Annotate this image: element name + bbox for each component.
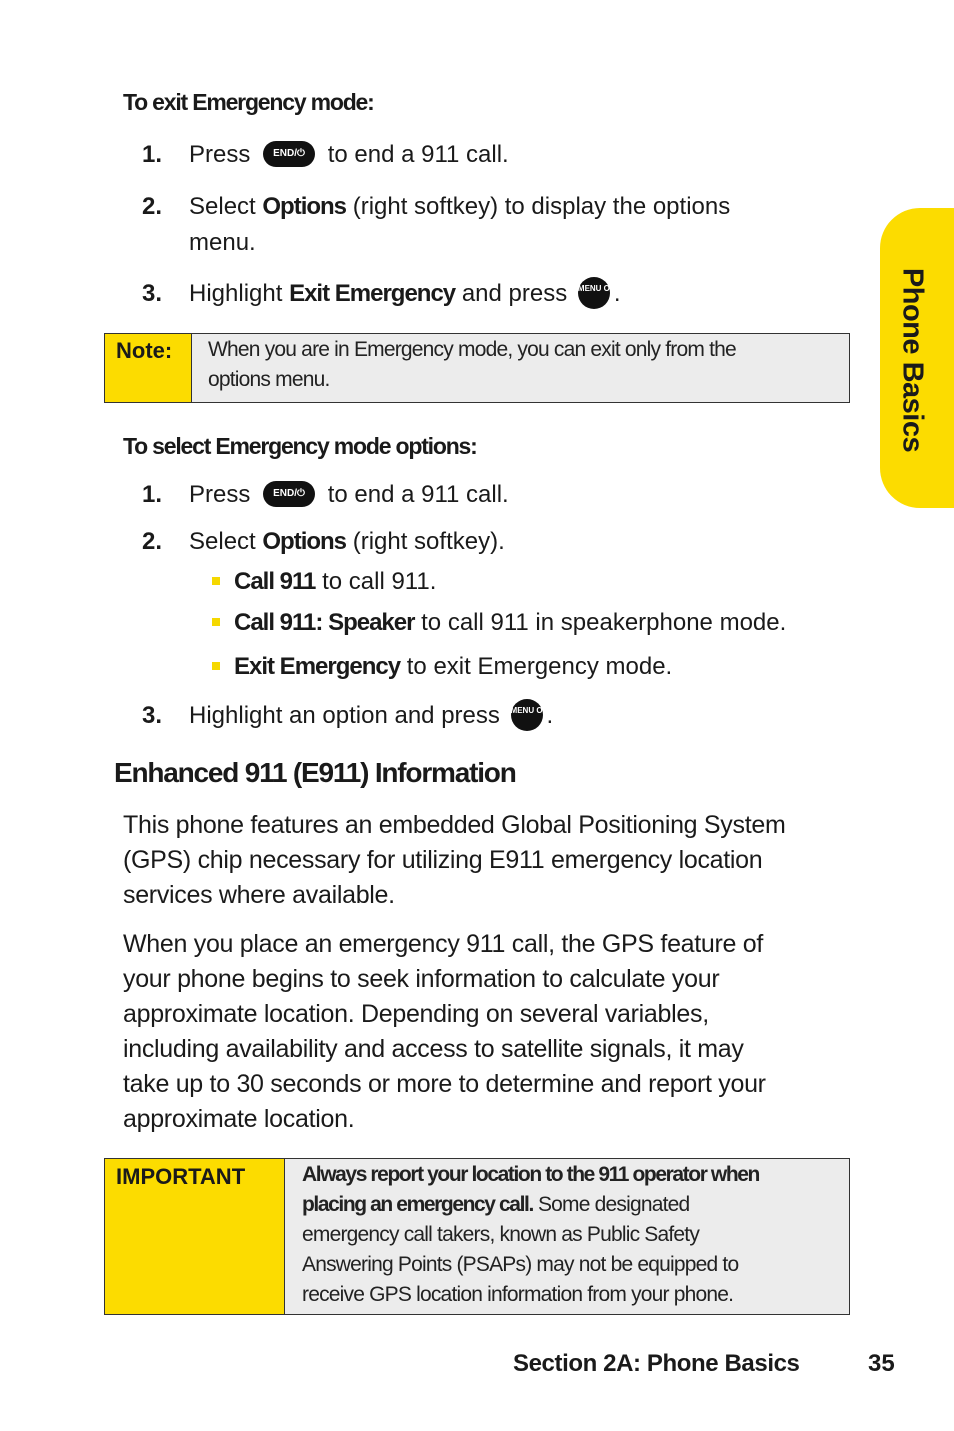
note-callout	[104, 333, 850, 403]
end-key-icon: END/⏻	[263, 481, 315, 507]
e911-heading: Enhanced 911 (E911) Information	[114, 757, 516, 788]
page-number: 35	[868, 1350, 895, 1377]
bullet-icon	[212, 618, 220, 626]
menu-ok-key-icon: MENU OK	[511, 699, 543, 731]
note-text: When you are in Emergency mode, you can exit only from the options menu.	[208, 338, 736, 391]
e911-paragraph-2: When you place an emergency 911 call, the GPS feature of your phone begins to seek information to calculate your approximate location. Depending on several variables, including availability and access to satellite signals, it may take up to 30 seconds or more to determine and report your approximate location.	[123, 930, 766, 1133]
option-bullet-exit-emergency: Exit Emergency to exit Emergency mode.	[212, 653, 672, 681]
menu-ok-key-icon: MENU OK	[578, 277, 610, 309]
option-bullet-call-911-speaker: Call 911: Speaker to call 911 in speakerphone mode.	[212, 609, 786, 637]
bullet-icon	[212, 662, 220, 670]
option-bullet-call-911: Call 911 to call 911.	[212, 568, 436, 596]
footer-section-title: Section 2A: Phone Basics	[513, 1350, 800, 1377]
options-heading: To select Emergency mode options:	[123, 433, 477, 459]
section-tab-label: Phone Basics	[896, 267, 929, 453]
exit-emergency-heading: To exit Emergency mode:	[123, 89, 374, 115]
bullet-icon	[212, 577, 220, 585]
end-key-icon: END/⏻	[263, 141, 315, 167]
important-text: Always report your location to the 911 operator when placing an emergency call. Some designated emergency call takers, known as Public Safety Answering Points (PSAPs) may not be equipped to receive GPS location information from your phone.	[302, 1163, 759, 1306]
important-callout	[104, 1158, 850, 1315]
important-label: IMPORTANT	[105, 1159, 285, 1314]
note-label: Note:	[105, 334, 192, 402]
e911-paragraph-1: This phone features an embedded Global Positioning System (GPS) chip necessary for utilizing E911 emergency location services where available.	[123, 811, 786, 909]
